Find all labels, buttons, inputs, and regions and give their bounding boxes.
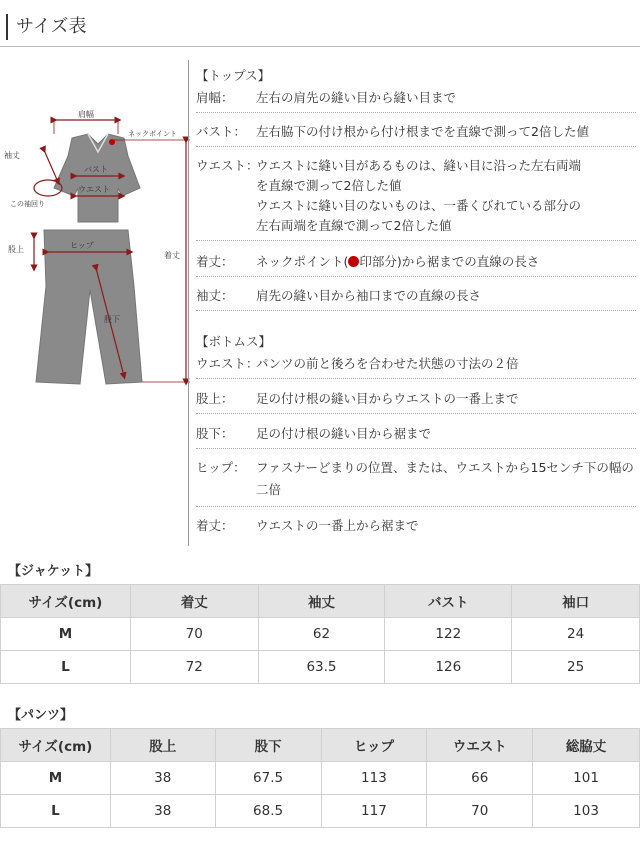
table-cell: 103 (533, 795, 640, 828)
table-cell: 101 (533, 762, 640, 795)
table-row (1, 795, 640, 828)
table-cell: 126 (385, 651, 512, 684)
item-label: 股下： (196, 426, 234, 441)
fig-label-bust: バスト (84, 165, 108, 174)
header-cell: 股下 (215, 729, 321, 762)
item-text: 二倍 (256, 482, 282, 497)
item-text: ウエストの一番上から裾まで (256, 518, 419, 533)
top-garment-shape (54, 134, 140, 222)
table-cell: 24 (512, 618, 640, 651)
table-cell: 63.5 (258, 651, 385, 684)
header-cell: 着丈 (130, 585, 258, 618)
table-cell: 122 (385, 618, 512, 651)
fig-label-hip: ヒップ (70, 241, 94, 250)
item-label: ヒップ： (196, 460, 246, 475)
header-cell: サイズ(cm) (1, 729, 111, 762)
item-text: ファスナーどまりの位置、または、ウエストから15センチ下の幅の (256, 460, 634, 475)
fig-label-neck-point: ネックポイント (128, 130, 177, 138)
item-text: 足の付け根の縫い目からウエストの一番上まで (256, 391, 519, 406)
text-post: 印部分)から裾までの直線の長さ (359, 254, 540, 269)
page-title: サイズ表 (6, 14, 87, 40)
fig-label-sleeve: 袖丈 (4, 151, 20, 160)
header-cell: 袖丈 (258, 585, 385, 618)
neck-point-dot-icon (348, 256, 359, 267)
size-cell: M (1, 762, 111, 795)
header-cell: 股上 (110, 729, 215, 762)
pants-shape (36, 230, 142, 384)
tops-heading: 【トップス】 (196, 68, 271, 83)
header-cell: 袖口 (512, 585, 640, 618)
item-text: を直線で測って2倍した値 (256, 178, 402, 193)
table-header-row (1, 585, 640, 618)
item-label: ウエスト： (196, 158, 259, 173)
jacket-table-title: 【ジャケット】 (8, 564, 99, 579)
table-cell: 70 (130, 618, 258, 651)
row-divider (196, 112, 636, 114)
item-label: バスト： (196, 124, 247, 139)
item-label: 肩幅： (196, 90, 234, 105)
header-cell: ヒップ (321, 729, 427, 762)
table-row (1, 762, 640, 795)
header-cell: バスト (385, 585, 512, 618)
sleeve-arrow (44, 150, 58, 182)
divider-line (188, 60, 189, 546)
garment-diagram (0, 100, 195, 400)
row-divider (196, 448, 636, 450)
item-label: 着丈： (196, 254, 234, 269)
item-label: 袖丈： (196, 288, 234, 303)
table-cell: 72 (130, 651, 258, 684)
item-text: ウエストに縫い目があるものは、縫い目に沿った左右両端 (256, 158, 582, 173)
item-label: 股上： (196, 391, 234, 406)
table-cell: 113 (321, 762, 427, 795)
row-divider (196, 146, 636, 148)
row-divider (196, 240, 636, 242)
header-cell: サイズ(cm) (1, 585, 131, 618)
item-text: パンツの前と後ろを合わせた状態の寸法の２倍 (256, 356, 519, 371)
fig-label-inseam: 股下 (104, 315, 120, 324)
pants-table-title: 【パンツ】 (8, 708, 74, 723)
size-cell: L (1, 795, 111, 828)
item-text (256, 252, 539, 272)
table-cell: 68.5 (215, 795, 321, 828)
item-text: 左右脇下の付け根から付け根までを直線で測って2倍した値 (256, 124, 589, 139)
fig-label-waist: ウエスト (78, 185, 110, 194)
header-cell: ウエスト (427, 729, 533, 762)
size-cell: L (1, 651, 131, 684)
row-divider (196, 378, 636, 380)
fig-label-sleeve-circ: この袖回り (10, 200, 45, 208)
fig-label-length: 着丈 (164, 251, 180, 260)
item-text: 左右両端を直線で測って2倍した値 (256, 218, 452, 233)
text-pre: ネックポイント( (256, 254, 349, 269)
table-row (1, 618, 640, 651)
title-divider (0, 46, 640, 47)
item-text: 左右の肩先の縫い目から縫い目まで (256, 90, 457, 105)
table-row (1, 651, 640, 684)
fig-label-shoulder: 肩幅 (78, 110, 94, 119)
table-cell: 38 (110, 795, 215, 828)
row-divider (196, 310, 636, 312)
row-divider (196, 506, 636, 508)
fig-label-rise: 股上 (8, 245, 24, 254)
header-cell: 総脇丈 (533, 729, 640, 762)
table-cell: 117 (321, 795, 427, 828)
pants-size-table (0, 728, 640, 828)
size-cell: M (1, 618, 131, 651)
item-text: ウエストに縫い目のないものは、一番くびれている部分の (256, 198, 582, 213)
table-cell: 25 (512, 651, 640, 684)
item-label: ウエスト： (196, 356, 259, 371)
table-header-row (1, 729, 640, 762)
table-cell: 38 (110, 762, 215, 795)
item-text: 足の付け根の縫い目から裾まで (256, 426, 432, 441)
jacket-size-table (0, 584, 640, 684)
item-label: 着丈： (196, 518, 234, 533)
row-divider (196, 276, 636, 278)
table-cell: 67.5 (215, 762, 321, 795)
bottoms-heading: 【ボトムス】 (196, 334, 272, 349)
table-cell: 62 (258, 618, 385, 651)
table-cell: 66 (427, 762, 533, 795)
item-text: 肩先の縫い目から袖口までの直線の長さ (256, 288, 482, 303)
table-cell: 70 (427, 795, 533, 828)
row-divider (196, 413, 636, 415)
